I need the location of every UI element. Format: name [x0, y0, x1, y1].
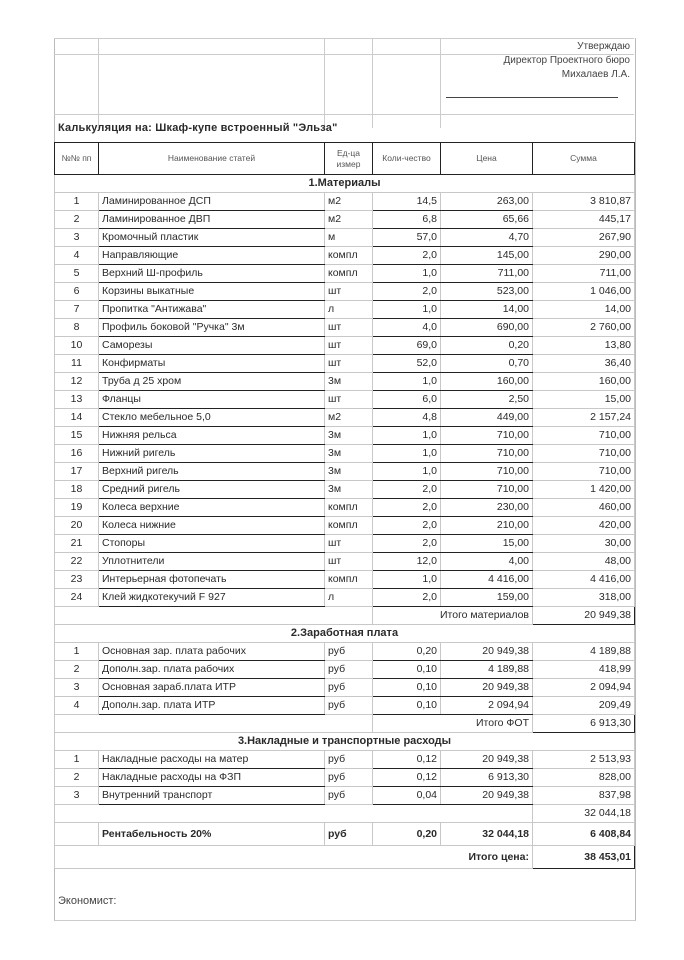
- table-row: [55, 355, 635, 373]
- item-name: Внутренний транспорт: [99, 787, 325, 805]
- item-price: 710,00: [441, 481, 533, 499]
- item-price: 20 949,38: [441, 643, 533, 661]
- item-unit: л: [325, 589, 373, 607]
- table-row: [55, 319, 635, 337]
- empty-cell: [55, 607, 373, 625]
- item-sum: 13,80: [533, 337, 635, 355]
- item-sum: 2 157,24: [533, 409, 635, 427]
- item-unit: м2: [325, 193, 373, 211]
- item-quantity: 1,0: [373, 445, 441, 463]
- profit-sum: 6 408,84: [533, 823, 635, 846]
- header-quantity: Коли-чество: [373, 143, 441, 175]
- calculation-table: [54, 142, 635, 869]
- table-row: [55, 265, 635, 283]
- item-sum: 710,00: [533, 427, 635, 445]
- section-title: 2.Заработная плата: [55, 625, 635, 643]
- item-unit: шт: [325, 391, 373, 409]
- table-row: [55, 283, 635, 301]
- row-number: 21: [55, 535, 99, 553]
- item-sum: 1 046,00: [533, 283, 635, 301]
- table-row: [55, 571, 635, 589]
- item-price: 4,70: [441, 229, 533, 247]
- item-quantity: 1,0: [373, 265, 441, 283]
- item-quantity: 1,0: [373, 427, 441, 445]
- item-unit: шт: [325, 553, 373, 571]
- row-number: 20: [55, 517, 99, 535]
- item-name: Верхний Ш-профиль: [99, 265, 325, 283]
- row-number: 2: [55, 769, 99, 787]
- item-name: Саморезы: [99, 337, 325, 355]
- row-number: 3: [55, 679, 99, 697]
- section-total-row: [55, 607, 635, 625]
- section-total-value: 20 949,38: [533, 607, 635, 625]
- item-quantity: 2,0: [373, 283, 441, 301]
- item-name: Средний ригель: [99, 481, 325, 499]
- profit-row: [55, 823, 635, 846]
- item-sum: 15,00: [533, 391, 635, 409]
- row-number: 22: [55, 553, 99, 571]
- item-sum: 445,17: [533, 211, 635, 229]
- subtotal-row: [55, 805, 635, 823]
- row-number: 23: [55, 571, 99, 589]
- section-total-row: [55, 715, 635, 733]
- table-row: [55, 553, 635, 571]
- table-row: [55, 535, 635, 553]
- item-name: Нижняя рельса: [99, 427, 325, 445]
- table-row: [55, 391, 635, 409]
- grid-line: [54, 38, 634, 39]
- row-number: 19: [55, 499, 99, 517]
- item-name: Интерьерная фотопечать: [99, 571, 325, 589]
- item-price: 710,00: [441, 445, 533, 463]
- table-row: [55, 427, 635, 445]
- table-row: [55, 337, 635, 355]
- item-quantity: 4,8: [373, 409, 441, 427]
- item-sum: 1 420,00: [533, 481, 635, 499]
- item-quantity: 1,0: [373, 301, 441, 319]
- item-name: Ламинированное ДСП: [99, 193, 325, 211]
- empty-cell: [55, 715, 373, 733]
- table-row: [55, 301, 635, 319]
- item-price: 160,00: [441, 373, 533, 391]
- item-price: 523,00: [441, 283, 533, 301]
- row-number: 16: [55, 445, 99, 463]
- row-number: 8: [55, 319, 99, 337]
- item-quantity: 2,0: [373, 247, 441, 265]
- profit-unit: руб: [325, 823, 373, 846]
- item-sum: 4 416,00: [533, 571, 635, 589]
- item-sum: 267,90: [533, 229, 635, 247]
- table-row: [55, 193, 635, 211]
- item-quantity: 2,0: [373, 535, 441, 553]
- item-unit: 3м: [325, 445, 373, 463]
- table-header-row: [55, 143, 635, 175]
- row-number: 7: [55, 301, 99, 319]
- item-name: Клей жидкотекучий F 927: [99, 589, 325, 607]
- item-quantity: 69,0: [373, 337, 441, 355]
- item-unit: компл: [325, 571, 373, 589]
- item-price: 0,70: [441, 355, 533, 373]
- item-price: 20 949,38: [441, 787, 533, 805]
- item-price: 145,00: [441, 247, 533, 265]
- item-unit: руб: [325, 787, 373, 805]
- item-price: 710,00: [441, 463, 533, 481]
- row-number: 3: [55, 787, 99, 805]
- economist-label: Экономист:: [58, 895, 117, 907]
- row-number: 2: [55, 661, 99, 679]
- item-name: Накладные расходы на матер: [99, 751, 325, 769]
- item-quantity: 57,0: [373, 229, 441, 247]
- table-row: [55, 373, 635, 391]
- approval-block: [440, 40, 630, 82]
- item-quantity: 2,0: [373, 499, 441, 517]
- row-number: 24: [55, 589, 99, 607]
- table-row: [55, 499, 635, 517]
- item-unit: компл: [325, 517, 373, 535]
- empty-cell: [55, 805, 533, 823]
- item-quantity: 1,0: [373, 571, 441, 589]
- item-price: 159,00: [441, 589, 533, 607]
- row-number: 3: [55, 229, 99, 247]
- row-number: 18: [55, 481, 99, 499]
- row-number: 1: [55, 751, 99, 769]
- final-price-value: 38 453,01: [533, 846, 635, 869]
- item-sum: 318,00: [533, 589, 635, 607]
- item-quantity: 2,0: [373, 481, 441, 499]
- item-name: Труба д 25 хром: [99, 373, 325, 391]
- item-name: Дополн.зар. плата рабочих: [99, 661, 325, 679]
- row-number: 5: [55, 265, 99, 283]
- item-name: Ламинированное ДВП: [99, 211, 325, 229]
- item-sum: 14,00: [533, 301, 635, 319]
- header-unit: Ед-ца измер: [325, 143, 373, 175]
- item-unit: руб: [325, 751, 373, 769]
- table-row: [55, 661, 635, 679]
- item-sum: 711,00: [533, 265, 635, 283]
- item-quantity: 2,0: [373, 517, 441, 535]
- item-sum: 3 810,87: [533, 193, 635, 211]
- table-row: [55, 643, 635, 661]
- item-sum: 290,00: [533, 247, 635, 265]
- item-quantity: 4,0: [373, 319, 441, 337]
- table-row: [55, 445, 635, 463]
- section-header-row: [55, 625, 635, 643]
- item-name: Направляющие: [99, 247, 325, 265]
- item-price: 449,00: [441, 409, 533, 427]
- item-name: Дополн.зар. плата ИТР: [99, 697, 325, 715]
- row-number: 10: [55, 337, 99, 355]
- item-unit: 3м: [325, 373, 373, 391]
- profit-base: 32 044,18: [441, 823, 533, 846]
- subtotal-value: 32 044,18: [533, 805, 635, 823]
- header-price: Цена: [441, 143, 533, 175]
- item-name: Колеса верхние: [99, 499, 325, 517]
- header-number: №№ пп: [55, 143, 99, 175]
- item-price: 210,00: [441, 517, 533, 535]
- item-unit: компл: [325, 247, 373, 265]
- item-unit: шт: [325, 319, 373, 337]
- row-number: 2: [55, 211, 99, 229]
- item-name: Конфирматы: [99, 355, 325, 373]
- item-sum: 837,98: [533, 787, 635, 805]
- item-sum: 828,00: [533, 769, 635, 787]
- item-name: Стопоры: [99, 535, 325, 553]
- item-sum: 418,99: [533, 661, 635, 679]
- item-quantity: 52,0: [373, 355, 441, 373]
- item-price: 2 094,94: [441, 697, 533, 715]
- item-price: 2,50: [441, 391, 533, 409]
- document-title: Калькуляция на: Шкаф-купе встроенный "Эльза": [58, 122, 338, 134]
- item-sum: 36,40: [533, 355, 635, 373]
- row-number: 15: [55, 427, 99, 445]
- approval-name: Михалаев Л.А.: [561, 69, 630, 80]
- item-price: 15,00: [441, 535, 533, 553]
- table-row: [55, 787, 635, 805]
- item-name: Колеса нижние: [99, 517, 325, 535]
- row-number: 17: [55, 463, 99, 481]
- item-sum: 209,49: [533, 697, 635, 715]
- row-number: 4: [55, 247, 99, 265]
- section-total-label: Итого материалов: [373, 607, 533, 625]
- table-row: [55, 211, 635, 229]
- final-price-label: Итого цена:: [55, 846, 533, 869]
- item-unit: руб: [325, 697, 373, 715]
- row-number: 12: [55, 373, 99, 391]
- item-name: Пропитка "Антижава": [99, 301, 325, 319]
- item-sum: 160,00: [533, 373, 635, 391]
- item-price: 4,00: [441, 553, 533, 571]
- item-unit: 3м: [325, 463, 373, 481]
- item-quantity: 0,12: [373, 751, 441, 769]
- section-header-row: [55, 175, 635, 193]
- item-sum: 2 094,94: [533, 679, 635, 697]
- item-unit: руб: [325, 643, 373, 661]
- table-row: [55, 679, 635, 697]
- table-row: [55, 697, 635, 715]
- item-price: 20 949,38: [441, 751, 533, 769]
- table-row: [55, 463, 635, 481]
- empty-cell: [55, 823, 99, 846]
- item-unit: шт: [325, 283, 373, 301]
- item-unit: руб: [325, 679, 373, 697]
- item-quantity: 0,10: [373, 661, 441, 679]
- item-name: Основная зар. плата рабочих: [99, 643, 325, 661]
- item-sum: 48,00: [533, 553, 635, 571]
- row-number: 1: [55, 643, 99, 661]
- table-row: [55, 409, 635, 427]
- item-name: Фланцы: [99, 391, 325, 409]
- item-unit: шт: [325, 337, 373, 355]
- section-title: 3.Накладные и транспортные расходы: [55, 733, 635, 751]
- section-total-label: Итого ФОТ: [373, 715, 533, 733]
- row-number: 11: [55, 355, 99, 373]
- item-sum: 710,00: [533, 463, 635, 481]
- item-unit: шт: [325, 535, 373, 553]
- row-number: 4: [55, 697, 99, 715]
- item-unit: м: [325, 229, 373, 247]
- profit-rate: 0,20: [373, 823, 441, 846]
- table-row: [55, 247, 635, 265]
- item-quantity: 0,04: [373, 787, 441, 805]
- item-quantity: 12,0: [373, 553, 441, 571]
- item-name: Профиль боковой "Ручка" 3м: [99, 319, 325, 337]
- item-price: 4 416,00: [441, 571, 533, 589]
- row-number: 6: [55, 283, 99, 301]
- item-price: 14,00: [441, 301, 533, 319]
- item-unit: шт: [325, 355, 373, 373]
- item-price: 20 949,38: [441, 679, 533, 697]
- item-sum: 2 760,00: [533, 319, 635, 337]
- item-unit: руб: [325, 661, 373, 679]
- item-name: Корзины выкатные: [99, 283, 325, 301]
- item-name: Основная зараб.плата ИТР: [99, 679, 325, 697]
- item-price: 6 913,30: [441, 769, 533, 787]
- section-title: 1.Материалы: [55, 175, 635, 193]
- item-quantity: 0,20: [373, 643, 441, 661]
- item-sum: 710,00: [533, 445, 635, 463]
- table-row: [55, 751, 635, 769]
- item-unit: компл: [325, 265, 373, 283]
- item-price: 65,66: [441, 211, 533, 229]
- item-quantity: 0,10: [373, 679, 441, 697]
- profit-label: Рентабельность 20%: [99, 823, 325, 846]
- item-unit: 3м: [325, 427, 373, 445]
- item-unit: л: [325, 301, 373, 319]
- approval-title: Утверждаю: [577, 41, 630, 52]
- item-quantity: 2,0: [373, 589, 441, 607]
- table-row: [55, 517, 635, 535]
- final-price-row: [55, 846, 635, 869]
- table-body: [55, 143, 635, 869]
- item-price: 4 189,88: [441, 661, 533, 679]
- item-unit: руб: [325, 769, 373, 787]
- header-sum: Сумма: [533, 143, 635, 175]
- item-quantity: 0,10: [373, 697, 441, 715]
- grid-line: [54, 114, 634, 115]
- item-unit: м2: [325, 409, 373, 427]
- item-unit: 3м: [325, 481, 373, 499]
- row-number: 13: [55, 391, 99, 409]
- item-name: Накладные расходы на ФЗП: [99, 769, 325, 787]
- item-price: 230,00: [441, 499, 533, 517]
- item-quantity: 6,8: [373, 211, 441, 229]
- item-sum: 2 513,93: [533, 751, 635, 769]
- item-quantity: 1,0: [373, 463, 441, 481]
- item-name: Верхний ригель: [99, 463, 325, 481]
- item-quantity: 14,5: [373, 193, 441, 211]
- item-name: Кромочный пластик: [99, 229, 325, 247]
- table-row: [55, 481, 635, 499]
- item-price: 711,00: [441, 265, 533, 283]
- item-sum: 460,00: [533, 499, 635, 517]
- item-sum: 4 189,88: [533, 643, 635, 661]
- item-quantity: 1,0: [373, 373, 441, 391]
- item-unit: м2: [325, 211, 373, 229]
- item-name: Нижний ригель: [99, 445, 325, 463]
- table-row: [55, 589, 635, 607]
- item-price: 690,00: [441, 319, 533, 337]
- table-row: [55, 769, 635, 787]
- item-price: 0,20: [441, 337, 533, 355]
- approval-position: Директор Проектного бюро: [503, 55, 630, 66]
- item-sum: 30,00: [533, 535, 635, 553]
- table-row: [55, 229, 635, 247]
- header-name: Наименование статей: [99, 143, 325, 175]
- item-name: Уплотнители: [99, 553, 325, 571]
- item-unit: компл: [325, 499, 373, 517]
- section-header-row: [55, 733, 635, 751]
- item-name: Стекло мебельное 5,0: [99, 409, 325, 427]
- item-quantity: 0,12: [373, 769, 441, 787]
- row-number: 14: [55, 409, 99, 427]
- row-number: 1: [55, 193, 99, 211]
- section-total-value: 6 913,30: [533, 715, 635, 733]
- item-price: 263,00: [441, 193, 533, 211]
- item-quantity: 6,0: [373, 391, 441, 409]
- item-sum: 420,00: [533, 517, 635, 535]
- item-price: 710,00: [441, 427, 533, 445]
- signature-line: [446, 97, 618, 98]
